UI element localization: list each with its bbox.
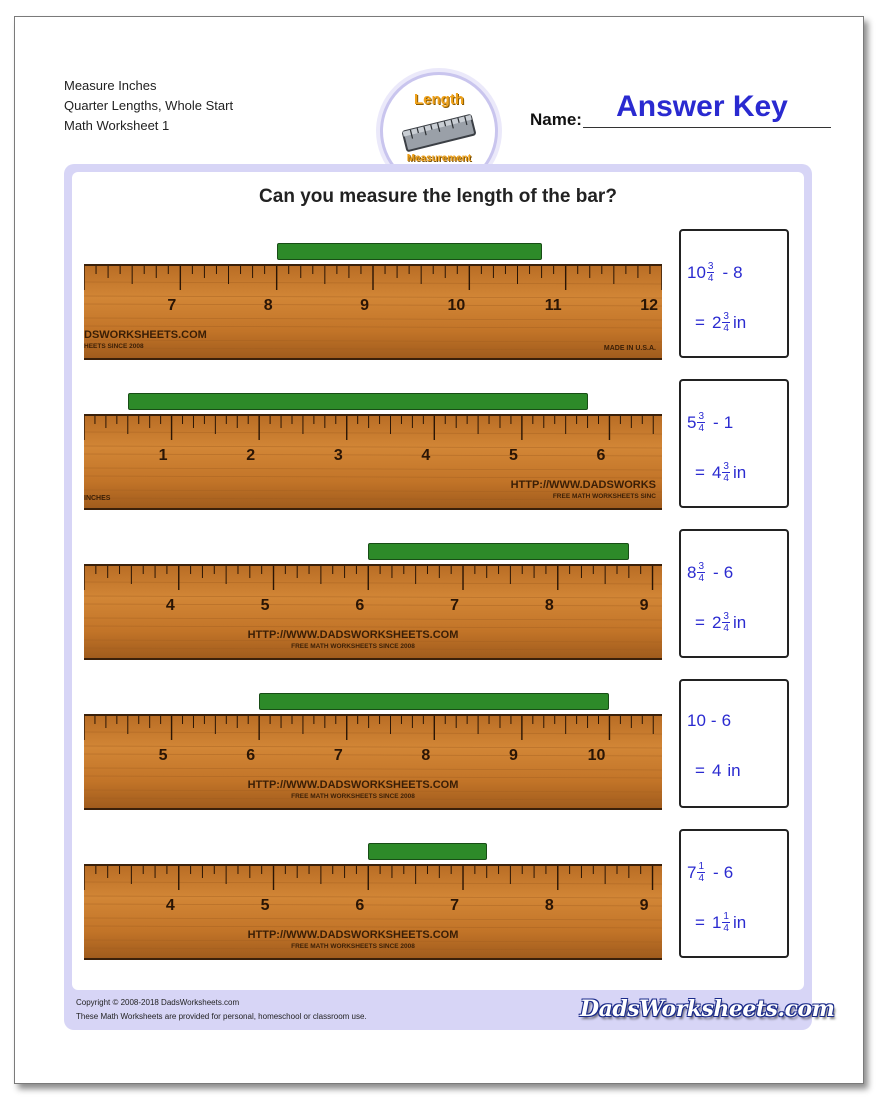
unit-label: in <box>732 612 747 632</box>
result-whole: 4 <box>711 462 722 482</box>
ruler-number: 10 <box>447 297 466 314</box>
fraction <box>722 461 730 484</box>
fraction-numerator: 3 <box>698 561 705 572</box>
ruler-number: 6 <box>246 747 256 764</box>
ruler-printed-text: HTTP://WWW.DADSWORKS <box>510 479 656 491</box>
end-whole: 7 <box>687 862 697 882</box>
ruler-printed-text: INCHES <box>84 495 111 502</box>
ruler <box>84 414 662 510</box>
ruler-number: 4 <box>165 897 175 914</box>
fraction-denominator: 4 <box>723 623 729 634</box>
ruler-number: 6 <box>596 447 606 464</box>
logo-subtitle: Measurement <box>406 153 472 164</box>
ruler-number: 10 <box>587 747 606 764</box>
fraction-denominator: 4 <box>707 273 714 284</box>
answer-box <box>679 679 789 808</box>
ruler-number: 7 <box>450 597 460 614</box>
result-whole: 1 <box>711 912 722 932</box>
ruler-number: 9 <box>639 897 649 914</box>
measured-bar <box>277 243 542 260</box>
measured-bar <box>128 393 588 410</box>
ruler-graphic <box>84 264 662 360</box>
fraction-denominator: 4 <box>723 923 729 934</box>
fraction-numerator: 3 <box>723 461 729 472</box>
ruler-printed-text: FREE MATH WORKSHEETS SINCE 2008 <box>291 643 415 650</box>
ruler <box>84 264 662 360</box>
usage-note: These Math Worksheets are provided for personal, homeschool or classroom use. <box>76 1012 367 1021</box>
ruler-printed-text: HTTP://WWW.DADSWORKSHEETS.COM <box>247 629 459 641</box>
ruler-edge <box>84 808 662 810</box>
measured-bar <box>368 543 629 560</box>
minus-sign: - <box>713 412 719 432</box>
ruler-printed-text: HTTP://WWW.DADSWORKSHEETS.COM <box>247 779 459 791</box>
ruler-number: 7 <box>450 897 460 914</box>
fraction <box>697 411 705 434</box>
ruler-edge <box>84 658 662 660</box>
worksheet-topic: Measure Inches <box>64 78 157 93</box>
ruler-printed-text: MADE IN U.S.A. <box>603 345 656 352</box>
ruler-printed-text: HEETS SINCE 2008 <box>84 343 144 350</box>
minus-sign: - <box>713 862 719 882</box>
ruler <box>84 864 662 960</box>
fraction-denominator: 4 <box>698 423 705 434</box>
start-whole: 6 <box>723 562 734 582</box>
logo-title: Length <box>414 91 464 108</box>
subtraction-line <box>687 411 733 434</box>
question-text: Can you measure the length of the bar? <box>259 186 617 207</box>
fraction-numerator: 3 <box>723 311 729 322</box>
ruler <box>84 714 662 810</box>
ruler-edge <box>84 864 662 866</box>
ruler-edge <box>84 414 662 416</box>
ruler-edge <box>84 264 662 266</box>
ruler-printed-text: FREE MATH WORKSHEETS SINCE 2008 <box>291 943 415 950</box>
result-whole: 2 <box>711 312 722 332</box>
ruler-graphic <box>84 864 662 960</box>
worksheet-subtopic: Quarter Lengths, Whole Start <box>64 98 234 113</box>
minus-sign: - <box>713 562 719 582</box>
ruler <box>84 564 662 660</box>
ruler-printed-text: FREE MATH WORKSHEETS SINC <box>552 493 656 500</box>
fraction <box>697 861 705 884</box>
ruler-printed-text: DSWORKSHEETS.COM <box>84 329 207 341</box>
ruler-edge <box>84 358 662 360</box>
end-whole: 8 <box>687 562 697 582</box>
ruler-number: 2 <box>246 447 256 464</box>
ruler-number: 5 <box>260 897 270 914</box>
ruler-number: 8 <box>544 597 554 614</box>
subtraction-line <box>687 561 733 584</box>
equals-sign: = <box>695 462 705 482</box>
ruler-number: 8 <box>421 747 431 764</box>
ruler-number: 6 <box>355 597 365 614</box>
ruler-number: 7 <box>333 747 343 764</box>
ruler-logo-icon <box>400 113 478 153</box>
answer-box <box>679 379 789 508</box>
subtraction-line <box>687 261 743 284</box>
ruler-number: 5 <box>260 597 270 614</box>
start-whole: 8 <box>733 262 743 282</box>
equals-sign: = <box>695 912 705 932</box>
equals-sign: = <box>695 761 705 780</box>
fraction-numerator: 3 <box>723 611 729 622</box>
end-whole: 5 <box>687 412 697 432</box>
result-line <box>695 911 746 934</box>
answer-box <box>679 829 789 958</box>
ruler-graphic <box>84 564 662 660</box>
ruler-number: 9 <box>639 597 649 614</box>
dadsworksheets-logo: DadsWorksheets.com <box>580 996 835 1022</box>
ruler-edge <box>84 958 662 960</box>
worksheet-number: Math Worksheet 1 <box>64 118 170 133</box>
answer-box <box>679 529 789 658</box>
ruler-edge <box>84 564 662 566</box>
end-whole: 10 <box>687 262 706 282</box>
result-line <box>695 611 746 634</box>
unit-label: in <box>732 912 747 932</box>
ruler-graphic <box>84 414 662 510</box>
end-whole: 10 <box>687 711 706 730</box>
ruler-number: 8 <box>544 897 554 914</box>
ruler-number: 4 <box>165 597 175 614</box>
name-label: Name: <box>530 110 582 129</box>
start-whole: 1 <box>723 412 734 432</box>
fraction-numerator: 1 <box>698 861 705 872</box>
result-line <box>695 311 746 334</box>
copyright-text: Copyright © 2008-2018 DadsWorksheets.com <box>76 998 240 1007</box>
ruler-number: 7 <box>167 297 177 314</box>
ruler-number: 6 <box>355 897 365 914</box>
unit-label: in <box>727 761 741 780</box>
fraction-denominator: 4 <box>723 473 729 484</box>
ruler-number: 4 <box>421 447 431 464</box>
fraction <box>697 561 705 584</box>
start-whole: 6 <box>723 862 734 882</box>
fraction <box>707 261 715 284</box>
result-whole: 4 <box>711 761 722 780</box>
start-whole: 6 <box>721 711 732 730</box>
ruler-number: 8 <box>263 297 273 314</box>
fraction <box>722 911 730 934</box>
unit-label: in <box>732 312 747 332</box>
ruler-number: 12 <box>640 297 658 314</box>
result-whole: 2 <box>711 612 722 632</box>
ruler-number: 1 <box>158 447 168 464</box>
result-line <box>695 461 746 484</box>
fraction-denominator: 4 <box>698 573 705 584</box>
ruler-number: 5 <box>508 447 518 464</box>
name-line <box>583 127 831 128</box>
unit-label: in <box>732 462 747 482</box>
ruler-graphic <box>84 714 662 810</box>
subtraction-line <box>687 861 733 884</box>
fraction <box>722 311 730 334</box>
fraction-denominator: 4 <box>698 873 705 884</box>
ruler-printed-text: FREE MATH WORKSHEETS SINCE 2008 <box>291 793 415 800</box>
fraction-numerator: 3 <box>707 261 714 272</box>
ruler-edge <box>84 714 662 716</box>
ruler-number: 5 <box>158 747 168 764</box>
result-line <box>695 761 741 781</box>
subtraction-line <box>687 711 731 731</box>
ruler-edge <box>84 508 662 510</box>
ruler-number: 9 <box>508 747 518 764</box>
minus-sign: - <box>722 262 729 282</box>
measured-bar <box>368 843 486 860</box>
measured-bar <box>259 693 609 710</box>
fraction-numerator: 1 <box>723 911 729 922</box>
fraction-denominator: 4 <box>723 323 729 334</box>
ruler-printed-text: HTTP://WWW.DADSWORKSHEETS.COM <box>247 929 459 941</box>
equals-sign: = <box>695 312 705 332</box>
fraction-numerator: 3 <box>698 411 705 422</box>
ruler-number: 9 <box>360 297 369 314</box>
ruler-number: 11 <box>544 297 562 314</box>
ruler-number: 3 <box>333 447 343 464</box>
fraction <box>722 611 730 634</box>
answer-box <box>679 229 789 358</box>
answer-key-title: Answer Key <box>616 90 788 123</box>
minus-sign: - <box>710 711 717 730</box>
equals-sign: = <box>695 612 705 632</box>
